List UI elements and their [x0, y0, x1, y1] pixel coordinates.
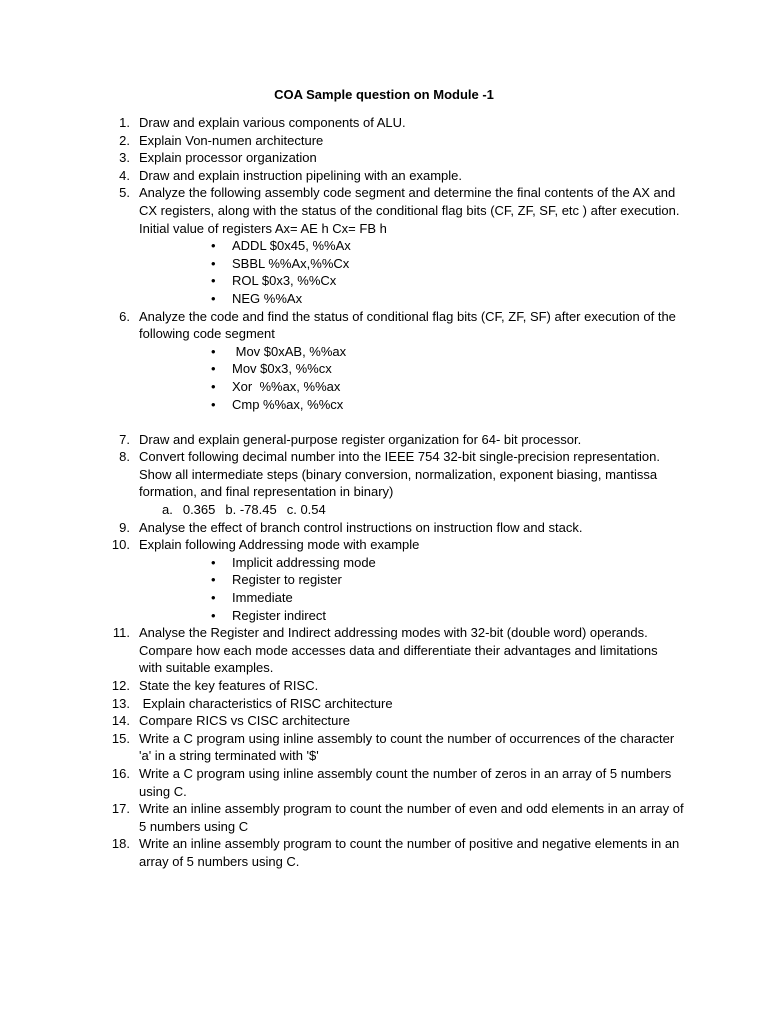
blank-line: [139, 413, 684, 431]
question-14: [0, 712, 684, 730]
bullet-icon: •: [211, 290, 216, 306]
sub-option: 0.365: [182, 502, 216, 518]
sub-option: c. 0.54: [286, 502, 326, 518]
code-line: • Cmp %%ax, %%cx: [211, 396, 344, 412]
question-3: [0, 149, 684, 167]
question-text: Analyze the following assembly code segment and determine the final contents of the AX and CX registers, along with the status of the conditional flag bits (CF, ZF, SF, etc ) after execution. Initial value of registers Ax= AE h Cx= FB h: [139, 185, 680, 236]
question-text: Explain characteristics of RISC architecture: [139, 695, 393, 711]
question-15: [0, 730, 684, 765]
page-title: COA Sample question on Module -1: [274, 87, 494, 102]
question-text: Write a C program using inline assembly count the number of zeros in an array of 5 numbers using C.: [139, 765, 672, 799]
question-number: 17.: [111, 801, 130, 817]
question-number: 8.: [119, 449, 130, 465]
code-segment-list: [139, 237, 684, 307]
code-line: • ROL $0x3, %%Cx: [211, 273, 337, 289]
bullet-icon: •: [211, 343, 216, 359]
question-number: 18.: [111, 836, 130, 852]
question-list: [0, 114, 768, 871]
code-line: • NEG %%Ax: [211, 290, 303, 306]
question-text: Draw and explain general-purpose register organization for 64- bit processor.: [139, 431, 582, 447]
bullet-icon: •: [211, 572, 216, 588]
code-line: • SBBL %%Ax,%%Cx: [211, 255, 350, 271]
question-number: 12.: [111, 678, 130, 693]
question-1: [0, 114, 684, 132]
bullet-icon: •: [211, 396, 216, 412]
code-line: • Mov $0xAB, %%ax: [211, 343, 347, 359]
list-item: • Register to register: [211, 572, 342, 588]
question-text: Explain following Addressing mode with example: [139, 537, 420, 553]
question-10: [0, 536, 684, 624]
question-5: [0, 184, 684, 307]
question-7: [0, 431, 684, 449]
bullet-icon: •: [211, 554, 216, 570]
bullet-icon: •: [211, 361, 216, 377]
bullet-icon: •: [211, 238, 216, 254]
question-number: 3.: [119, 150, 130, 166]
question-9: [0, 519, 684, 537]
code-line: • Mov $0x3, %%cx: [211, 361, 332, 377]
question-number: 15.: [111, 730, 130, 746]
bullet-icon: •: [211, 607, 216, 623]
code-segment-list: [139, 343, 684, 413]
question-text: Write a C program using inline assembly to count the number of occurrences of the character 'a' in a string terminated with '$': [139, 730, 675, 764]
question-11: [0, 624, 684, 677]
question-text: Write an inline assembly program to count the number of positive and negative elements in an array of 5 numbers using C.: [139, 836, 680, 869]
question-number: 16.: [111, 765, 130, 781]
question-number: 10.: [111, 537, 130, 553]
question-number: 1.: [119, 115, 130, 130]
code-line: • ADDL $0x45, %%Ax: [211, 238, 351, 254]
question-6: [0, 308, 684, 431]
bullet-icon: •: [211, 273, 216, 289]
question-18: [0, 835, 684, 870]
question-text: Analyse the Register and Indirect addressing modes with 32-bit (double word) operands. Compare how each mode accesses data and differentiate their advantages and limitations with suitable examples.: [139, 625, 658, 676]
question-text: Write an inline assembly program to count the number of even and odd elements in an array of 5 numbers using C: [139, 801, 684, 834]
question-number: 5.: [119, 185, 130, 201]
question-text: Explain Von-numen architecture: [139, 132, 324, 148]
bullet-icon: •: [211, 590, 216, 606]
sub-option: b. -78.45: [225, 502, 277, 518]
question-text: State the key features of RISC.: [139, 678, 319, 693]
question-number: 13.: [111, 695, 130, 711]
bullet-icon: •: [211, 255, 216, 271]
question-8: [0, 448, 684, 518]
question-4: [0, 167, 684, 185]
question-number: 9.: [119, 519, 130, 535]
question-text: Analyze the code and find the status of conditional flag bits (CF, ZF, SF) after execution of the following code segment: [139, 308, 676, 342]
sub-label: a.: [162, 502, 173, 518]
question-number: 7.: [119, 431, 130, 447]
question-number: 6.: [119, 308, 130, 324]
sub-options: [162, 501, 684, 519]
addressing-mode-list: [139, 554, 684, 624]
code-line: • Xor %%ax, %%ax: [211, 378, 341, 394]
question-2: [0, 132, 684, 150]
question-number: 14.: [111, 713, 130, 729]
bullet-icon: •: [211, 378, 216, 394]
question-16: [0, 765, 684, 800]
question-text: Compare RICS vs CISC architecture: [139, 713, 350, 729]
list-item: • Register indirect: [211, 607, 326, 623]
question-number: 2.: [119, 132, 130, 148]
question-text: Draw and explain various components of ALU.: [139, 115, 406, 130]
question-text: Explain processor organization: [139, 150, 317, 166]
list-item: • Immediate: [211, 590, 293, 606]
question-number: 11.: [112, 625, 130, 641]
question-text: Draw and explain instruction pipelining with an example.: [139, 167, 463, 183]
question-text: Convert following decimal number into the IEEE 754 32-bit single-precision representation. Show all intermediate steps (binary conversion, normalization, exponent biasing, mantissa formation, and final representation in binary): [139, 449, 661, 500]
question-text: Analyse the effect of branch control instructions on instruction flow and stack.: [139, 519, 583, 535]
question-12: [0, 677, 684, 695]
list-item: • Implicit addressing mode: [211, 554, 376, 570]
question-13: [0, 695, 684, 713]
question-17: [0, 800, 684, 835]
question-number: 4.: [119, 167, 130, 183]
